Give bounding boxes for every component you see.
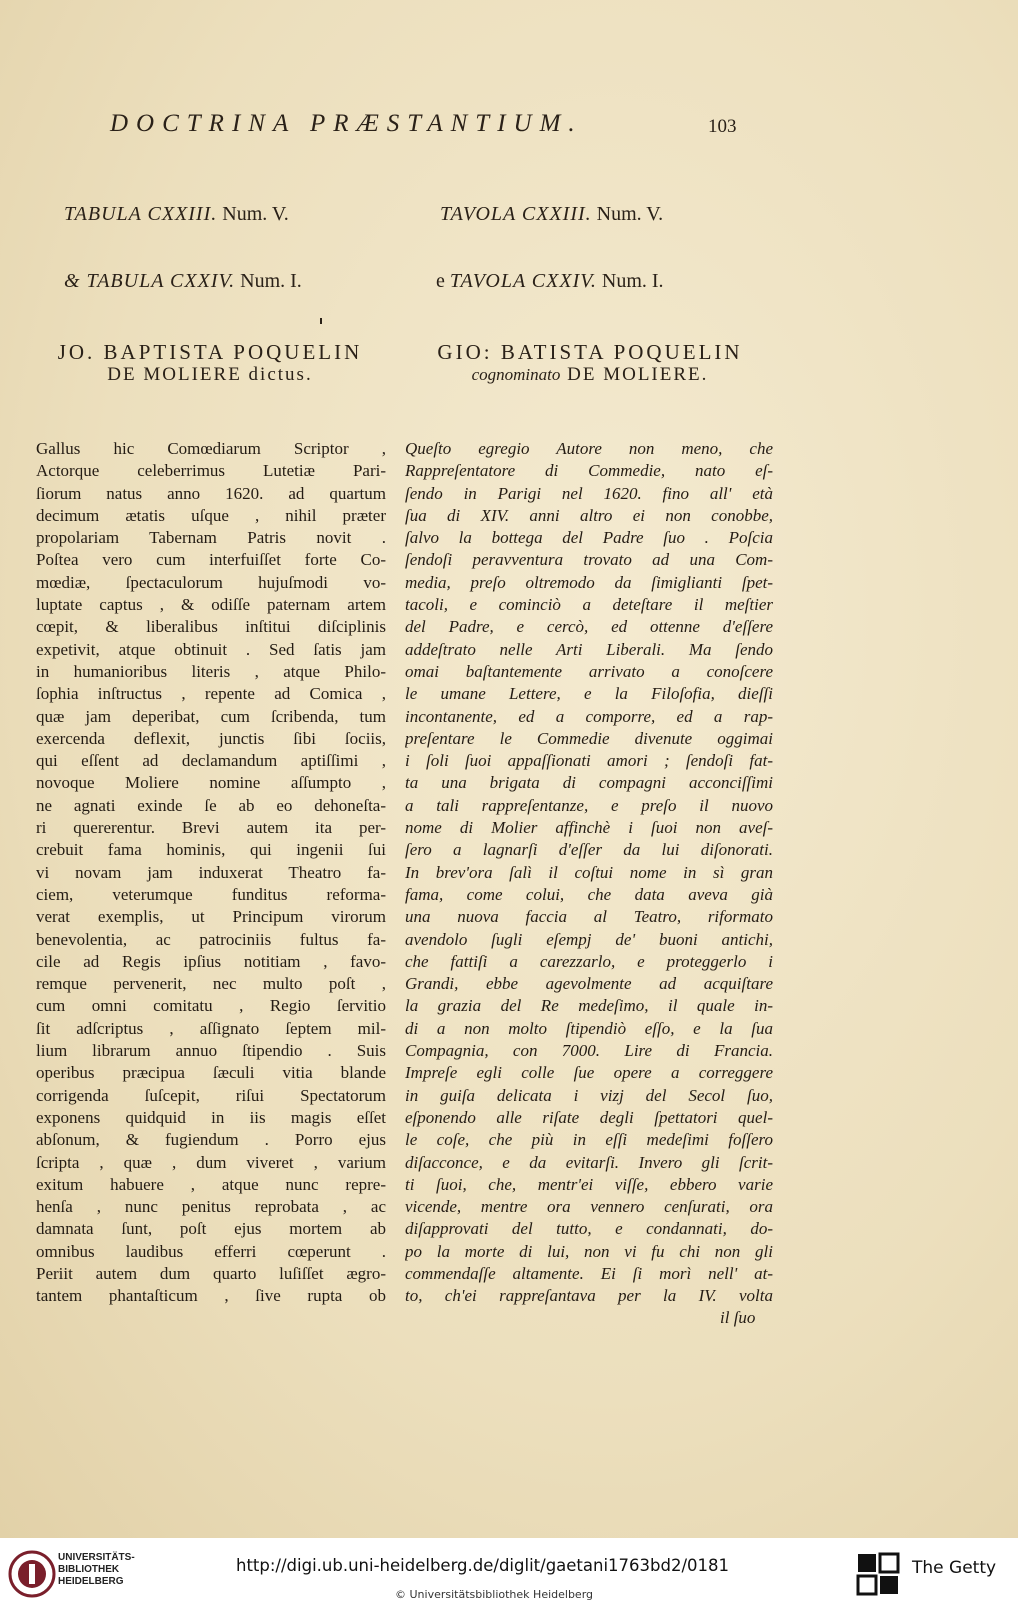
library-name (58, 1552, 135, 1588)
italian-text-line: i ſoli ſuoi appaſſionati amori ; ſendoſi fat- (405, 751, 773, 771)
latin-text-line: decimum ætatis uſque , nihil præter (36, 505, 386, 525)
left-subtitle: DE MOLIERE dictus. (107, 364, 313, 385)
latin-text-line: novoque Moliere nomine aſſumpto , (36, 773, 386, 793)
left-title: JO. BAPTISTA POQUELIN (57, 340, 363, 364)
italian-text-line: tacoli, e cominciò a deteſtare il meſtier (405, 595, 773, 615)
latin-text-line: remque pervenerit, nec multo poſt , (36, 974, 386, 994)
latin-text-line: damnata ſunt, poſt ejus mortem ab (36, 1219, 386, 1239)
right-heading1-label: TAVOLA CXXIII. (440, 203, 592, 225)
italian-text-line: a tali rappreſentanze, e preſo il nuovo (405, 795, 773, 815)
latin-text-line: qui eſſent ad declamandum aptiſſimi , (36, 751, 386, 771)
italian-text-line: le coſe, che più in eſſi medeſimi foſſero (405, 1130, 773, 1150)
library-line-3: HEIDELBERG (58, 1576, 124, 1587)
latin-text-line: ne agnati exinde ſe ab eo dehoneſta- (36, 795, 386, 815)
left-heading-tabula-cxxiv (64, 270, 302, 293)
italian-text-line: che fattiſi a carezzarlo, e proteggerlo i (405, 951, 773, 971)
right-heading-tavola-cxxiv (436, 270, 664, 293)
latin-text-line: verat exemplis, ut Principum virorum (36, 907, 386, 927)
italian-text-line: Grandi, ebbe agevolmente ad acquiſtare (405, 974, 773, 994)
latin-text-line: luptate captus , & odiſſe paternam artem (36, 595, 386, 615)
italian-text-line: ti ſuoi, che, mentr'ei viſſe, ebbero varie (405, 1174, 773, 1194)
latin-text-line: ſiorum natus anno 1620. ad quartum (36, 483, 386, 503)
italian-text-line: incontanente, ed a comporre, ed a rap- (405, 706, 773, 726)
italian-text-line: Compagnia, con 7000. Lire di Francia. (405, 1041, 773, 1061)
italian-text-line: ſendo in Parigi nel 1620. fino all' età (405, 483, 773, 503)
italian-text-line: le umane Lettere, e la Filoſofia, dieſſi (405, 684, 773, 704)
running-title: DOCTRINA PRÆSTANTIUM. (110, 110, 583, 137)
right-subtitle-cognominato: cognominato (471, 365, 561, 384)
right-heading2-label: TAVOLA CXXIV. (449, 270, 597, 292)
latin-text-line: cœpit, & liberalibus inſtitui diſciplinis (36, 617, 386, 637)
right-heading2-num: Num. I. (601, 270, 664, 292)
right-heading1-num: Num. V. (596, 203, 664, 225)
italian-text-line: ſero a lagnarſi d'eſſer da lui diſonorati. (405, 840, 773, 860)
italian-text-line: del Padre, e cercò, ed ottenne d'eſſere (405, 617, 773, 637)
italian-text-line: In brev'ora ſalì il coſtui nome in sì gran (405, 862, 773, 882)
italian-text-line: commendaſſe altamente. Ei ſi morì nell' at- (405, 1263, 773, 1283)
right-subtitle (410, 364, 770, 386)
latin-text-line: Poſtea vero cum interfuiſſet forte Co- (36, 550, 386, 570)
latin-text-line: ſit adſcriptus , aſſignato ſeptem mil- (36, 1018, 386, 1038)
latin-text-line: tantem phantaſticum , ſive rupta ob (36, 1286, 386, 1306)
footer-bar (0, 1538, 1018, 1611)
italian-text-line: po la morte di lui, non vi fu chi non gli (405, 1241, 773, 1261)
latin-text-line: lium librarum annuo ſtipendio . Suis (36, 1041, 386, 1061)
latin-text-line: ciem, veterumque funditus reforma- (36, 884, 386, 904)
italian-text-column (405, 438, 773, 1308)
italian-text-line: diſacconce, e da evitarſi. Invero gli ſcrit- (405, 1152, 773, 1172)
copyright-notice: © Universitätsbibliothek Heidelberg (395, 1588, 594, 1601)
latin-text-line: exercenda deflexit, junctis ſibi ſociis, (36, 728, 386, 748)
italian-text-line: la grazia del Re medeſimo, il quale in- (405, 996, 773, 1016)
latin-text-line: omnibus laudibus efferri cœperunt . (36, 1241, 386, 1261)
latin-text-line: ſcripta , quæ , dum viveret , varium (36, 1152, 386, 1172)
latin-text-line: abſonum, & fugiendum . Porro ejus (36, 1130, 386, 1150)
latin-text-line: ri quererentur. Brevi autem ita per- (36, 818, 386, 838)
latin-text-line: exitum habuere , atque nunc repre- (36, 1174, 386, 1194)
italian-text-line: fama, come colui, che data aveva già (405, 884, 773, 904)
italian-text-line: omai baſtantemente arrivato a conoſcere (405, 661, 773, 681)
right-title: GIO: BATISTA POQUELIN (437, 340, 743, 364)
latin-text-line: ſophia inſtructus , repente ad Comica , (36, 684, 386, 704)
latin-text-line: henſa , nunc penitus reprobata , ac (36, 1197, 386, 1217)
left-heading1-label: TABULA CXXIII. (64, 203, 218, 225)
italian-text-line: avendolo ſugli eſempj de' buoni antichi, (405, 929, 773, 949)
italian-text-line: ta una brigata di compagni acconciſſimi (405, 773, 773, 793)
getty-name: The Getty (912, 1558, 997, 1578)
latin-text-line: Actorque celeberrimus Lutetiæ Pari- (36, 461, 386, 481)
latin-text-line: cile ad Regis ipſius notitiam , favo- (36, 951, 386, 971)
italian-text-line: addeſtrato nelle Arti Liberali. Ma ſendo (405, 639, 773, 659)
italian-text-line: Rappreſentatore di Commedie, nato eſ- (405, 461, 773, 481)
italian-text-line: diſapprovati del tutto, e condannati, do- (405, 1219, 773, 1239)
latin-text-line: quæ jam deperibat, cum ſcribenda, tum (36, 706, 386, 726)
right-subtitle-name: DE MOLIERE. (567, 364, 709, 385)
latin-text-line: in humanioribus literis , atque Philo- (36, 661, 386, 681)
italian-text-line: Impreſe egli colle ſue opere a correggere (405, 1063, 773, 1083)
italian-text-line: ſendoſi peravventura trovato ad una Com- (405, 550, 773, 570)
latin-text-line: vi novam jam induxerat Theatro fa- (36, 862, 386, 882)
italian-text-line: vicende, mentre ora vennero cenſurati, ora (405, 1197, 773, 1217)
permalink-url[interactable]: http://digi.ub.uni-heidelberg.de/diglit/gaetani1763bd2/0181 (236, 1556, 730, 1575)
italian-text-line: media, preſo oltremodo da ſimiglianti ſpet- (405, 572, 773, 592)
right-heading2-e: e (436, 270, 445, 292)
italian-text-line: eſponendo alle riſate degli ſpettatori quel- (405, 1107, 773, 1127)
latin-text-line: benevolentia, ac patrociniis fultus fa- (36, 929, 386, 949)
left-heading2-num: Num. I. (240, 270, 302, 292)
latin-text-line: crebuit fama hominis, qui ingenii ſui (36, 840, 386, 860)
italian-text-line: nome di Molier affinchè i ſuoi non aveſ- (405, 818, 773, 838)
latin-text-line: operibus præcipua ſæculi vitia blande (36, 1063, 386, 1083)
italian-text-line: in guiſa delicata i vizj del Secol ſuo, (405, 1085, 773, 1105)
latin-text-column (36, 438, 386, 1308)
italian-text-line: ſalvo la bottega del Padre ſuo . Poſcia (405, 528, 773, 548)
left-heading2-label: & TABULA CXXIV. (64, 270, 236, 292)
latin-text-line: propolariam Tabernam Patris novit . (36, 528, 386, 548)
university-seal-icon (8, 1550, 56, 1598)
right-heading-tavola-cxxiii (440, 203, 663, 226)
latin-text-line: mœdiæ, ſpectaculorum hujuſmodi vo- (36, 572, 386, 592)
latin-text-line: Gallus hic Comœdiarum Scriptor , (36, 439, 386, 458)
latin-text-line: cum omni comitatu , Regio ſervitio (36, 996, 386, 1016)
latin-text-line: Periit autem dum quarto luſiſſet ægro- (36, 1263, 386, 1283)
italian-text-line: una nuova faccia al Teatro, riformato (405, 907, 773, 927)
latin-text-line: expetivit, atque obtinuit . Sed ſatis jam (36, 639, 386, 659)
printer-mark (320, 318, 322, 324)
italian-text-line: to, ch'ei rappreſantava per la IV. volta (405, 1286, 773, 1306)
italian-text-line: Queſto egregio Autore non meno, che (405, 439, 773, 458)
italian-text-line: preſentare le Commedie divenute oggimai (405, 728, 773, 748)
latin-text-line: exponens quidquid in iis magis eſſet (36, 1107, 386, 1127)
catchword: il ſuo (720, 1308, 756, 1327)
page-number: 103 (708, 116, 737, 137)
left-heading1-num: Num. V. (222, 203, 289, 225)
latin-text-line: corrigenda ſuſcepit, riſui Spectatorum (36, 1085, 386, 1105)
getty-logo-icon (856, 1552, 900, 1596)
italian-text-line: ſua di XIV. anni altro ei non conobbe, (405, 505, 773, 525)
library-line-1: UNIVERSITÄTS- (58, 1552, 135, 1563)
library-line-2: BIBLIOTHEK (58, 1564, 120, 1575)
italian-text-line: di a non molto ſtipendiò eſſo, e la ſua (405, 1018, 773, 1038)
left-heading-tabula-cxxiii (64, 203, 289, 226)
